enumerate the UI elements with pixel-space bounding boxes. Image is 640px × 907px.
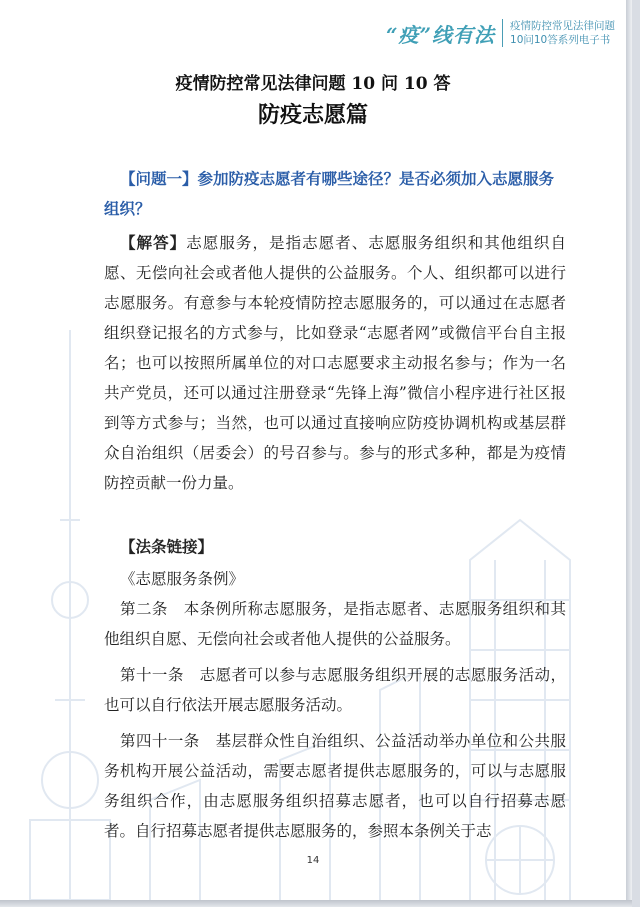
answer-text: 志愿服务，是指志愿者、志愿服务组织和其他组织自愿、无偿向社会或者他人提供的公益服务。个人、组织都可以进行志愿服务。有意参与本轮疫情防控志愿服务的，可以通过在志愿者组织登记报名的方式参与，比如登录“志愿者网”或微信平台自主报名；也可以按照所属单位的对口志愿要求主动报名参与；作为一名共产党员，还可以通过注册登录“先锋上海”微信小程序进行社区报到等方式参与；当然，也可以通过直接响应防疫协调机构或基层群众自治组织（居委会）的号召参与。参与的形式多种，都是为疫情防控贡献一份力量。	[104, 234, 566, 492]
document-title: 疫情防控常见法律问题 10 问 10 答	[175, 74, 451, 94]
article-text: 本条例所称志愿服务，是指志愿者、志愿服务组织和其他组织自愿、无偿向社会或者他人提供的公益服务。	[104, 600, 566, 648]
article-item	[104, 594, 566, 654]
document-subtitle: 防疫志愿篇	[257, 102, 368, 128]
page-shadow	[0, 900, 632, 907]
main-content	[104, 164, 566, 852]
answer-paragraph	[104, 228, 566, 498]
series-subtitle	[510, 19, 615, 47]
question-text: 【问题一】参加防疫志愿者有哪些途径？是否必须加入志愿服务组织？	[104, 169, 555, 218]
series-line-1: 疫情防控常见法律问题	[510, 20, 616, 32]
article-number: 第四十一条	[120, 732, 200, 750]
page-number: 14	[306, 855, 320, 866]
law-links-heading: 【法条链接】	[120, 537, 214, 556]
brand-title: “疫”线有法	[386, 22, 496, 47]
law-name: 《志愿服务条例》	[120, 570, 245, 588]
answer-label: 【解答】	[120, 233, 187, 252]
article-number: 第十一条	[120, 666, 184, 684]
article-text: 基层群众性自治组织、公益活动举办单位和公共服务机构开展公益活动，需要志愿者提供志愿服务的，可以与志愿服务组织合作，由志愿服务组织招募志愿者，也可以自行招募志愿者。自行招募志愿者提供志愿服务的，参照本条例关于志	[104, 732, 566, 840]
article-text: 志愿者可以参与志愿服务组织开展的志愿服务活动，也可以自行依法开展志愿服务活动。	[104, 666, 566, 714]
series-logo	[386, 18, 615, 48]
article-item	[104, 660, 566, 720]
page-edge	[626, 0, 632, 907]
title-block	[0, 72, 626, 130]
series-line-2: 10问10答系列电子书	[510, 34, 611, 46]
article-number: 第二条	[120, 600, 168, 618]
article-item	[104, 726, 566, 846]
logo-divider	[502, 19, 503, 47]
